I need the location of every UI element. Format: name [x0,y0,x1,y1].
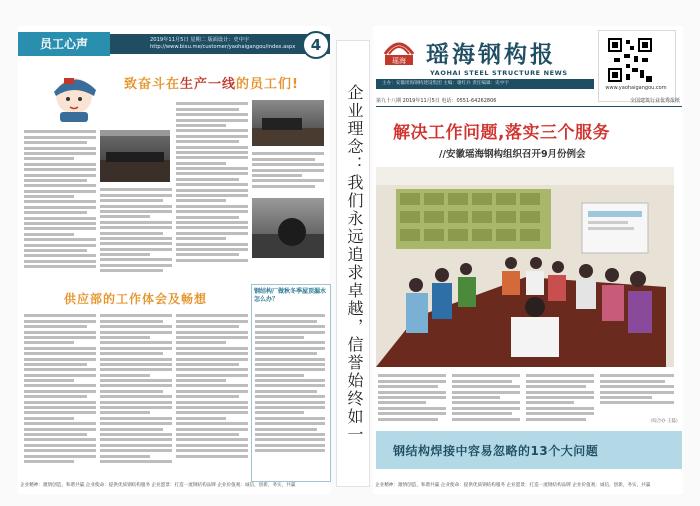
article-column-2 [100,186,172,280]
right-article-column-4 [600,372,674,416]
qr-code-icon[interactable] [606,36,654,84]
issue-info: 第九十八期 2019年11月5日 电话：0551-64262806 全国建筑行业优秀报纸 [376,98,680,104]
masthead-rule [376,106,682,107]
sidebar-box-text [255,312,325,476]
sidebar-box-headline: 钢结构厂做秋冬季屋顶漏水怎么办？ [254,288,327,303]
website-url[interactable]: www.yaohaigangou.com [605,85,667,91]
left-headline-2: 供应部的工作体会及畅想 [64,292,208,306]
right-footer: 企业精神：激情创造，和谐共赢 企业使命：提供优质钢结构服务 企业愿景：打造一流钢结构品牌 企业价值观：诚信，创新，务实，共赢 [375,483,651,488]
left-header-info [150,37,295,51]
masthead-tagline: 全国建筑行业优秀报纸 [629,98,680,104]
bottom-headline: 钢结构焊接中容易忽略的13个大问题 [393,444,599,458]
svg-text:瑶海: 瑶海 [392,57,406,65]
factory-photo-2 [252,100,324,146]
article-column-5 [24,312,96,478]
right-article-column-3 [526,372,594,428]
article-column-1 [24,128,96,278]
article-column-4 [252,150,324,196]
masthead-editor-bar: 主办：安徽瑶海钢构建设集团 主编：谢红兵 责任编辑：史中宇 [376,79,594,89]
masthead-title: 瑶海钢构报 [426,41,556,68]
masthead-subtitle: YAOHAI STEEL STRUCTURE NEWS [430,69,568,77]
article-column-3 [176,100,248,280]
byline: （综合办 王磊） [648,419,681,424]
right-article-column-1 [378,372,446,428]
header-url[interactable]: http://www.bixu.me/customer/yaohaigangou/index.aspx [150,44,296,50]
right-subheadline: //安徽瑶海钢构组织召开9月份例会 [439,149,586,160]
corporate-slogan: 企业理念：我们永远追求卓越，信誉始终如一 [336,40,370,487]
factory-photo-3 [252,198,324,258]
section-tag: 员工心声 [18,32,110,56]
factory-photo-1 [100,130,170,182]
page-number: 4 [302,31,330,59]
company-logo-icon [381,36,417,66]
left-footer: 企业精神：激情创造，和谐共赢 企业使命：提供优质钢结构服务 企业愿景：打造一流钢结构品牌 企业价值观：诚信，创新，务实，共赢 [20,483,296,488]
article-column-7 [176,312,248,478]
right-headline: 解决工作问题,落实三个服务 [393,123,610,143]
meeting-photo [376,167,674,367]
header-date-line: 2019年11月5日 星期二 版面设计：史中宇 [150,37,250,43]
left-headline: 致奋斗在生产一线的员工们! [124,77,299,92]
worker-mascot-icon [44,66,104,124]
article-column-6 [100,312,172,478]
right-article-column-2 [452,372,520,428]
